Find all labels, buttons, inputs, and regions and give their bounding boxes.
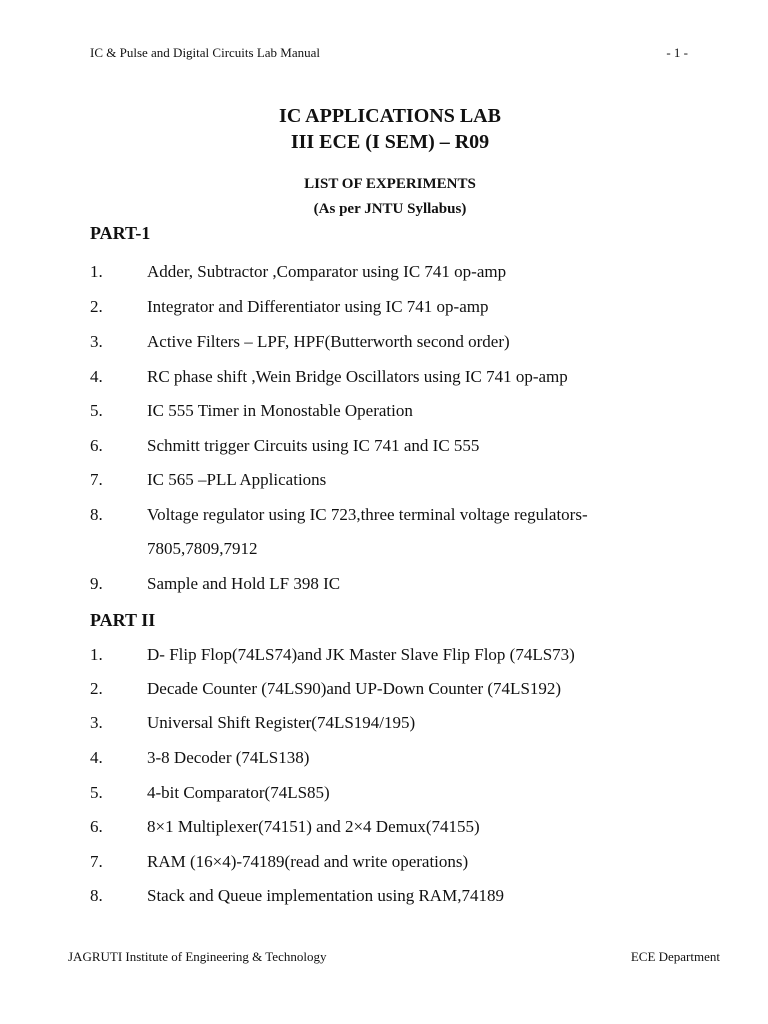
list-item [0,783,768,807]
header-title: IC & Pulse and Digital Circuits Lab Manual [90,45,320,60]
item-number: 2. [90,297,103,316]
list-item [0,817,768,841]
item-text: Adder, Subtractor ,Comparator using IC 741 op-amp [147,262,507,281]
list-item [0,679,768,703]
item-number: 3. [90,332,103,351]
list-item [0,748,768,772]
item-text: RAM (16×4)-74189(read and write operations) [147,852,469,871]
item-number: 8. [90,505,103,524]
list-item [0,297,768,321]
item-text: 4-bit Comparator(74LS85) [147,783,330,802]
item-number: 9. [90,574,103,593]
item-text: Stack and Queue implementation using RAM,74189 [147,886,504,905]
item-number: 5. [90,401,103,420]
item-text: Schmitt trigger Circuits using IC 741 and IC 555 [147,436,480,455]
footer-institute: JAGRUTI Institute of Engineering & Technology [68,949,327,964]
list-item [0,505,768,563]
item-number: 6. [90,817,103,836]
list-item [0,401,768,425]
item-text: Active Filters – LPF, HPF(Butterworth second order) [147,332,510,351]
item-number: 7. [90,852,103,871]
part2-heading: PART II [90,610,156,630]
list-item [0,645,768,669]
page-number: - 1 - [666,45,688,60]
list-item [0,574,768,598]
item-text: 8×1 Multiplexer(74151) and 2×4 Demux(74155) [147,817,480,836]
item-text: Universal Shift Register(74LS194/195) [147,713,416,732]
list-item [0,436,768,460]
item-text: Voltage regulator using IC 723,three terminal voltage regulators- [147,505,588,524]
item-number: 2. [90,679,103,698]
item-number: 3. [90,713,103,732]
item-text-continued: 7805,7809,7912 [147,539,258,558]
item-number: 7. [90,470,103,489]
item-number: 4. [90,367,103,386]
item-number: 1. [90,645,103,664]
document-subtitle: III ECE (I SEM) – R09 [290,131,490,153]
list-item [0,470,768,494]
item-text: RC phase shift ,Wein Bridge Oscillators using IC 741 op-amp [147,367,568,386]
document-title: IC APPLICATIONS LAB [279,105,501,127]
list-item [0,713,768,737]
item-text: IC 555 Timer in Monostable Operation [147,401,413,420]
item-number: 8. [90,886,103,905]
list-item [0,332,768,356]
syllabus-note: (As per JNTU Syllabus) [313,201,467,217]
item-number: 1. [90,262,103,281]
item-text: IC 565 –PLL Applications [147,470,327,489]
list-item [0,367,768,391]
list-heading: LIST OF EXPERIMENTS [304,176,476,192]
item-text: Sample and Hold LF 398 IC [147,574,341,593]
list-item [0,262,768,286]
part1-heading: PART-1 [90,223,151,243]
item-number: 4. [90,748,103,767]
item-text: Decade Counter (74LS90)and UP-Down Counter (74LS192) [147,679,562,698]
item-text: Integrator and Differentiator using IC 741 op-amp [147,297,489,316]
list-item [0,886,768,910]
footer-department: ECE Department [630,949,720,964]
item-number: 6. [90,436,103,455]
list-item [0,852,768,876]
item-number: 5. [90,783,103,802]
item-text: D- Flip Flop(74LS74)and JK Master Slave Flip Flop (74LS73) [147,645,575,664]
item-text: 3-8 Decoder (74LS138) [147,748,310,767]
